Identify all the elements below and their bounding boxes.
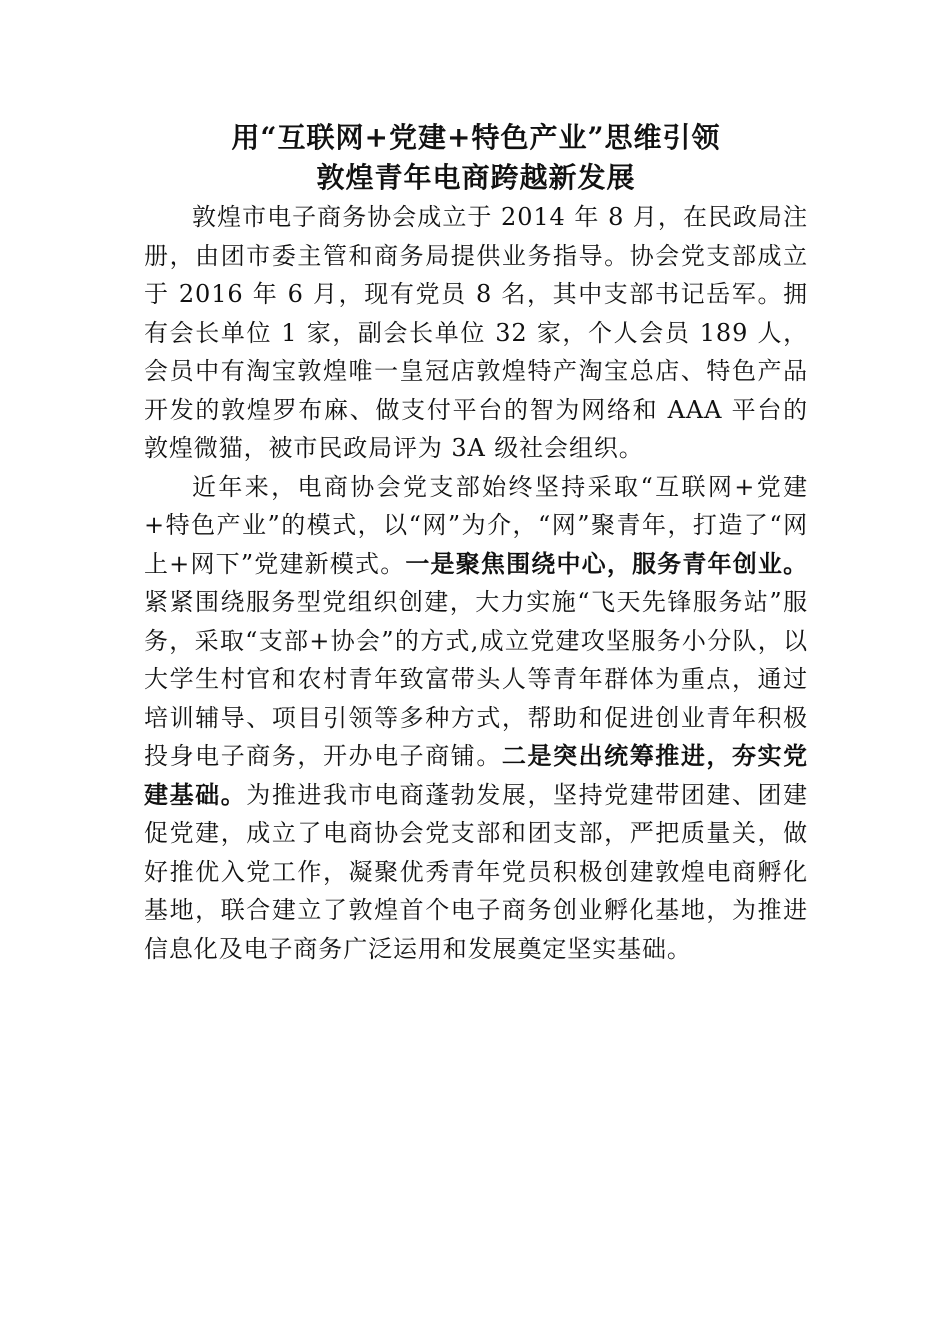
paragraph-2-bold-2: 二是突出统筹推进，夯实党建基础。 xyxy=(144,741,808,809)
paragraph-2 xyxy=(144,468,808,969)
paragraph-2-text-3: 为推进我市电商蓬勃发展，坚持党建带团建、团建促党建，成立了电商协会党支部和团支部，严把质量关，做好推优入党工作，凝聚优秀青年党员积极创建敦煌电商孵化基地，联合建立了敦煌首个电子商务创业孵化基地，为推进信息化及电子商务广泛运用和发展奠定坚实基础。 xyxy=(144,780,808,963)
paragraph-2-text-1: 近年来，电商协会党支部始终坚持采取“互联网+党建+特色产业”的模式，以“网”为介，“网”聚青年，打造了“网上+网下”党建新模式。 xyxy=(144,472,808,578)
paragraph-2-bold-1: 一是聚焦围绕中心，服务青年创业。 xyxy=(405,548,808,578)
paragraph-2-text-2: 紧紧围绕服务型党组织创建，大力实施“飞天先锋服务站”服务，采取“支部+协会”的方式,成立党建攻坚服务小分队，以大学生村官和农村青年致富带头人等青年群体为重点，通过培训辅导、项目引领等多种方式，帮助和促进创业青年积极投身电子商务，开办电子商铺。 xyxy=(144,588,808,770)
document-page xyxy=(144,118,808,968)
title-line-1: 用“互联网+党建+特色产业”思维引领 xyxy=(231,121,721,154)
document-title xyxy=(144,118,808,198)
paragraph-1: 敦煌市电子商务协会成立于 2014 年 8 月，在民政局注册，由团市委主管和商务局提供业务指导。协会党支部成立于 2016 年 6 月，现有党员 8 名，其中支部书记岳军。拥有会长单位 1 家，副会长单位 32 家，个人会员 189 人，会员中有淘宝敦煌唯一皇冠店敦煌特产淘宝总店、特色产品开发的敦煌罗布麻、做支付平台的智为网络和 AAA 平台的敦煌微猫，被市民政局评为 3A 级社会组织。 xyxy=(144,203,808,462)
title-line-2: 敦煌青年电商跨越新发展 xyxy=(316,161,636,194)
